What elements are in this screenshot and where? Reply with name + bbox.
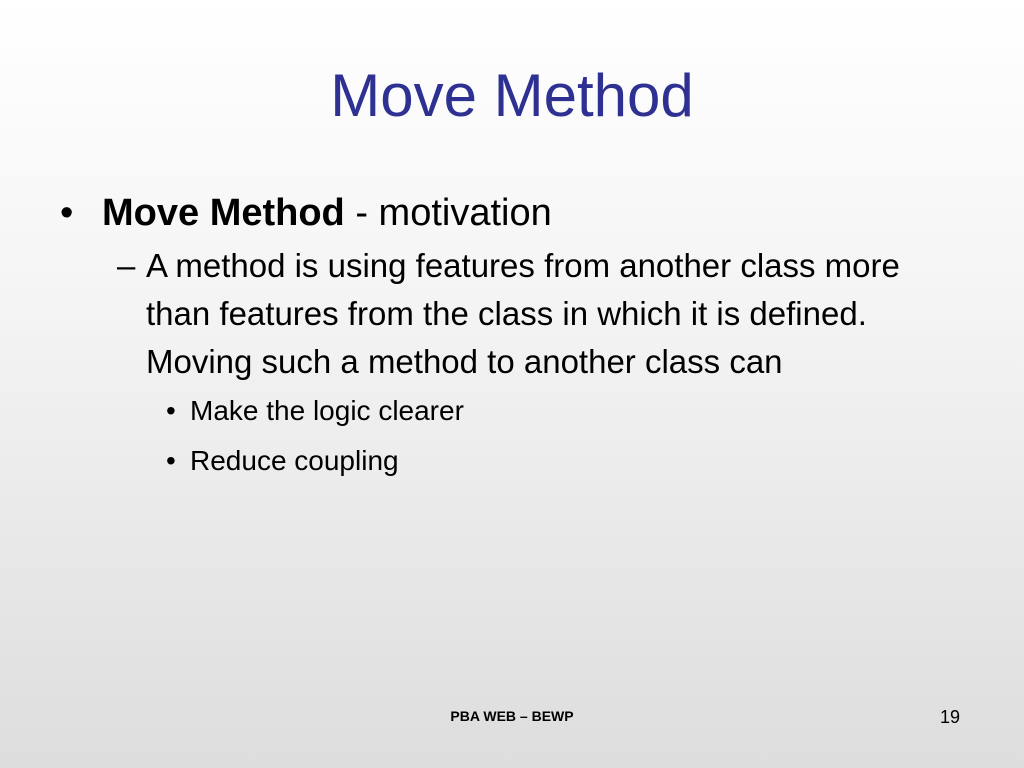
bullet-level2 — [117, 242, 971, 386]
bullet-marker: • — [60, 192, 74, 234]
bullet-level3-item — [166, 386, 980, 436]
page-number: 19 — [939, 707, 960, 727]
bullet-marker: • — [166, 395, 176, 426]
bullet-level2-text: A method is using features from another class more than features from the class in which it is defined. Moving such a method to another class can — [146, 247, 900, 380]
bullet-level3-item — [166, 436, 980, 486]
dash-marker: – — [117, 247, 136, 284]
bullet-level1 — [60, 188, 980, 238]
bullet-marker: • — [166, 445, 176, 476]
slide-body — [60, 188, 980, 486]
slide-title: Move Method — [330, 62, 694, 129]
slide-footer: PBA WEB – BEWP — [450, 708, 574, 724]
bullet-bold-text: Move Method — [102, 192, 345, 234]
bullet-rest-text: - motivation — [344, 192, 552, 234]
bullet-level3-text: Reduce coupling — [190, 445, 399, 476]
bullet-level3-text: Make the logic clearer — [190, 395, 464, 426]
